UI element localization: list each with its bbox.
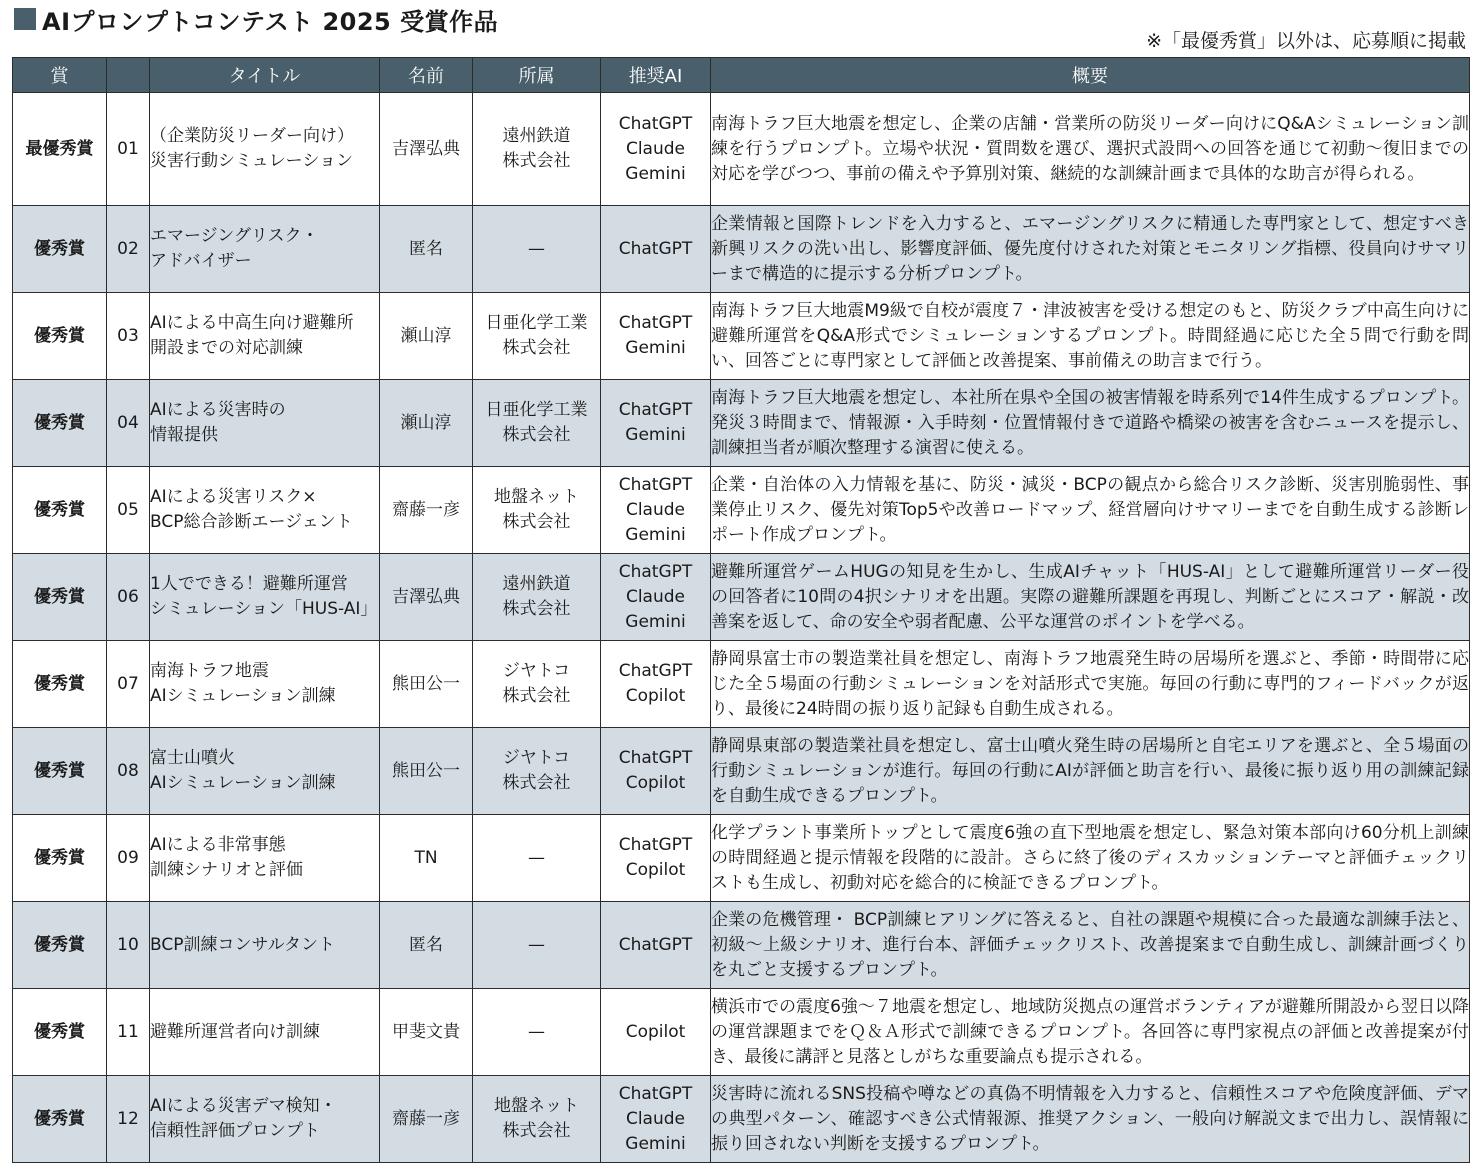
entry-title: （企業防災リーダー向け） 災害行動シミュレーション — [150, 93, 380, 206]
award-cell: 優秀賞 — [13, 728, 107, 815]
header-name: 名前 — [380, 58, 473, 93]
award-cell: 優秀賞 — [13, 1076, 107, 1163]
header-title: タイトル — [150, 58, 380, 93]
page-title-bar — [14, 4, 498, 34]
page-title: AIプロンプトコンテスト 2025 受賞作品 — [42, 7, 499, 36]
affiliation: 地盤ネット 株式会社 — [473, 467, 601, 554]
affiliation: — — [473, 206, 601, 293]
entry-title: AIによる災害リスク× BCP総合診断エージェント — [150, 467, 380, 554]
award-cell: 優秀賞 — [13, 902, 107, 989]
entry-number: 04 — [107, 380, 150, 467]
affiliation: — — [473, 989, 601, 1076]
entry-number: 08 — [107, 728, 150, 815]
award-table — [12, 57, 1470, 1163]
summary: 静岡県富士市の製造業社員を想定し、南海トラフ地震発生時の居場所を選ぶと、季節・時間帯に応じた全５場面の行動シミュレーションを対話形式で実施。毎回の行動に専門的フィードバックが返り、最後に24時間の振り返り記録も自動生成される。 — [711, 641, 1470, 728]
author-name: 齋藤一彦 — [380, 1076, 473, 1163]
table-row — [13, 728, 1470, 815]
recommended-ai: ChatGPT Copilot — [601, 641, 711, 728]
summary: 避難所運営ゲームHUGの知見を生かし、生成AIチャット「HUS-AI」として避難所運営リーダー役の回答者に10問の4択シナリオを出題。実際の避難所課題を再現し、判断ごとにスコア・解説・改善案を返して、命の安全や弱者配慮、公平な運営のポイントを学べる。 — [711, 554, 1470, 641]
author-name: 熊田公一 — [380, 641, 473, 728]
table-row — [13, 1076, 1470, 1163]
author-name: 吉澤弘典 — [380, 554, 473, 641]
table-row — [13, 380, 1470, 467]
award-cell: 優秀賞 — [13, 554, 107, 641]
award-cell: 優秀賞 — [13, 380, 107, 467]
entry-title: 避難所運営者向け訓練 — [150, 989, 380, 1076]
award-cell: 優秀賞 — [13, 467, 107, 554]
summary: 南海トラフ巨大地震を想定し、本社所在県や全国の被害情報を時系列で14件生成するプロンプト。発災３時間まで、情報源・入手時刻・位置情報付きで道路や橋梁の被害を含むニュースを提示し、訓練担当者が順次整理する演習に使える。 — [711, 380, 1470, 467]
recommended-ai: ChatGPT Copilot — [601, 815, 711, 902]
table-row — [13, 641, 1470, 728]
recommended-ai: ChatGPT — [601, 206, 711, 293]
entry-title: BCP訓練コンサルタント — [150, 902, 380, 989]
recommended-ai: ChatGPT Claude Gemini — [601, 554, 711, 641]
entry-number: 01 — [107, 93, 150, 206]
entry-number: 02 — [107, 206, 150, 293]
summary: 企業情報と国際トレンドを入力すると、エマージングリスクに精通した専門家として、想定すべき新興リスクの洗い出し、影響度評価、優先度付けされた対策とモニタリング指標、役員向けサマリーまで構造的に提示する分析プロンプト。 — [711, 206, 1470, 293]
recommended-ai: ChatGPT Claude Gemini — [601, 1076, 711, 1163]
entry-title: AIによる災害時の 情報提供 — [150, 380, 380, 467]
title-square-icon — [14, 8, 36, 30]
entry-number: 12 — [107, 1076, 150, 1163]
recommended-ai: ChatGPT — [601, 902, 711, 989]
entry-title: AIによる中高生向け避難所 開設までの対応訓練 — [150, 293, 380, 380]
entry-number: 10 — [107, 902, 150, 989]
summary: 企業の危機管理・ BCP訓練ヒアリングに答えると、自社の課題や規模に合った最適な訓練手法と、初級〜上級シナリオ、進行台本、評価チェックリスト、改善提案まで自動生成し、訓練計画づくりを丸ごと支援するプロンプト。 — [711, 902, 1470, 989]
table-row — [13, 206, 1470, 293]
award-cell: 優秀賞 — [13, 206, 107, 293]
affiliation: — — [473, 902, 601, 989]
recommended-ai: ChatGPT Claude Gemini — [601, 467, 711, 554]
affiliation: — — [473, 815, 601, 902]
author-name: 吉澤弘典 — [380, 93, 473, 206]
affiliation: ジヤトコ 株式会社 — [473, 641, 601, 728]
recommended-ai: ChatGPT Copilot — [601, 728, 711, 815]
author-name: 瀬山淳 — [380, 293, 473, 380]
entry-number: 11 — [107, 989, 150, 1076]
recommended-ai: ChatGPT Gemini — [601, 293, 711, 380]
entry-number: 06 — [107, 554, 150, 641]
author-name: 甲斐文貴 — [380, 989, 473, 1076]
author-name: 匿名 — [380, 902, 473, 989]
affiliation: 遠州鉄道 株式会社 — [473, 93, 601, 206]
entry-title: 1人でできる！避難所運営 シミュレーション「HUS-AI」 — [150, 554, 380, 641]
header-number — [107, 58, 150, 93]
summary: 災害時に流れるSNS投稿や噂などの真偽不明情報を入力すると、信頼性スコアや危険度評価、デマの典型パターン、確認すべき公式情報源、推奨アクション、一般向け解説文まで出力し、誤情報に振り回されない判断を支援するプロンプト。 — [711, 1076, 1470, 1163]
author-name: 齋藤一彦 — [380, 467, 473, 554]
entry-title: 富士山噴火 AIシミュレーション訓練 — [150, 728, 380, 815]
affiliation: ジヤトコ 株式会社 — [473, 728, 601, 815]
entry-number: 03 — [107, 293, 150, 380]
summary: 横浜市での震度6強〜７地震を想定し、地域防災拠点の運営ボランティアが避難所開設から翌日以降の運営課題までをＱ＆Ａ形式で訓練できるプロンプト。各回答に専門家視点の評価と改善提案が付き、最後に講評と見落としがちな重要論点も提示される。 — [711, 989, 1470, 1076]
table-row — [13, 554, 1470, 641]
author-name: 匿名 — [380, 206, 473, 293]
header-affiliation: 所属 — [473, 58, 601, 93]
affiliation: 遠州鉄道 株式会社 — [473, 554, 601, 641]
table-row — [13, 989, 1470, 1076]
author-name: 瀬山淳 — [380, 380, 473, 467]
award-cell: 優秀賞 — [13, 641, 107, 728]
author-name: 熊田公一 — [380, 728, 473, 815]
recommended-ai: ChatGPT Claude Gemini — [601, 93, 711, 206]
award-cell: 優秀賞 — [13, 293, 107, 380]
entry-number: 09 — [107, 815, 150, 902]
entry-number: 07 — [107, 641, 150, 728]
award-cell: 最優秀賞 — [13, 93, 107, 206]
summary: 静岡県東部の製造業社員を想定し、富士山噴火発生時の居場所と自宅エリアを選ぶと、全５場面の行動シミュレーションが進行。毎回の行動にAIが評価と助言を行い、最後に振り返り用の訓練記録を自動生成できるプロンプト。 — [711, 728, 1470, 815]
summary: 南海トラフ巨大地震を想定し、企業の店舗・営業所の防災リーダー向けにQ&Aシミュレーション訓練を行うプロンプト。立場や状況・質問数を選び、選択式設問への回答を通じて初動〜復旧までの対応を学びつつ、事前の備えや予算別対策、継続的な訓練計画まで具体的な助言が得られる。 — [711, 93, 1470, 206]
award-cell: 優秀賞 — [13, 815, 107, 902]
header-award: 賞 — [13, 58, 107, 93]
table-row — [13, 293, 1470, 380]
summary: 南海トラフ巨大地震M9級で自校が震度７・津波被害を受ける想定のもと、防災クラブ中高生向けに避難所運営をQ&A形式でシミュレーションするプロンプト。時間経過に応じた全５問で行動を問い、回答ごとに専門家として評価と改善提案、事前備えの助言まで行う。 — [711, 293, 1470, 380]
header-summary: 概要 — [711, 58, 1470, 93]
entry-title: 南海トラフ地震 AIシミュレーション訓練 — [150, 641, 380, 728]
author-name: TN — [380, 815, 473, 902]
affiliation: 地盤ネット 株式会社 — [473, 1076, 601, 1163]
entry-title: AIによる非常事態 訓練シナリオと評価 — [150, 815, 380, 902]
table-row — [13, 815, 1470, 902]
affiliation: 日亜化学工業 株式会社 — [473, 380, 601, 467]
entry-title: エマージングリスク・ アドバイザー — [150, 206, 380, 293]
summary: 企業・自治体の入力情報を基に、防災・減災・BCPの観点から総合リスク診断、災害別脆弱性、事業停止リスク、優先対策Top5や改善ロードマップ、経営層向けサマリーまでを自動生成する診断レポート作成プロンプト。 — [711, 467, 1470, 554]
table-row — [13, 467, 1470, 554]
entry-number: 05 — [107, 467, 150, 554]
entry-title: AIによる災害デマ検知・ 信頼性評価プロンプト — [150, 1076, 380, 1163]
header-row — [13, 58, 1470, 93]
listing-order-note: ※「最優秀賞」以外は、応募順に掲載 — [1146, 30, 1466, 52]
table-row — [13, 902, 1470, 989]
table-row — [13, 93, 1470, 206]
recommended-ai: ChatGPT Gemini — [601, 380, 711, 467]
award-cell: 優秀賞 — [13, 989, 107, 1076]
summary: 化学プラント事業所トップとして震度6強の直下型地震を想定し、緊急対策本部向け60分机上訓練の時間経過と提示情報を段階的に設計。さらに終了後のディスカッションテーマと評価チェックリストも生成し、初動対応を総合的に検証できるプロンプト。 — [711, 815, 1470, 902]
affiliation: 日亜化学工業 株式会社 — [473, 293, 601, 380]
recommended-ai: Copilot — [601, 989, 711, 1076]
header-ai: 推奨AI — [601, 58, 711, 93]
